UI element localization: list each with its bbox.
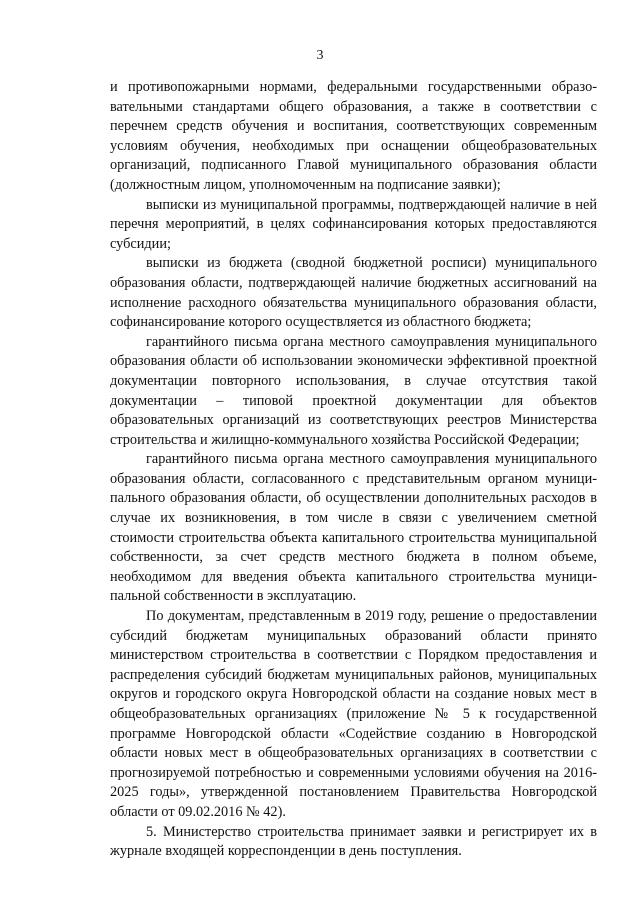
paragraph-guarantee-letter-expenses: гарантийного письма органа местного самоуправления муниципального образования области, согласованного с представительным органом муниципального образования области, об осуществлении дополнительных расходов в случае их возникновения, в том числе в связи с увеличением сметной стоимости строительства объекта капитального строительства муниципальной собственности, за счет средств местного бюджета в полном объеме, необходимом для введения объекта капитального строительства муниципальной собственности в эксплуатацию. bbox=[110, 451, 597, 605]
paragraph-item-5: 5. Министерство строительства принимает заявки и регистрирует их в журнале входящей корреспонденции в день поступления. bbox=[110, 823, 597, 860]
document-body bbox=[110, 78, 597, 862]
paragraph-continuation: и противопожарными нормами, федеральными государственными образовательными стандартами общего образования, а также в соответствии с перечнем средств обучения и воспитания, соответствующих современным условиям обучения, необходимых при оснащении общеобразовательных организаций, подписанного Главой муниципального образования области (должностным лицом, уполномоченным на подписание заявки); bbox=[110, 79, 597, 193]
paragraph-program-extract: выписки из муниципальной программы, подтверждающей наличие в ней перечня мероприятий, в целях софинансирования которых предоставляются субсидии; bbox=[110, 196, 597, 252]
paragraph-2019-decision: По документам, представленным в 2019 году, решение о предоставлении субсидий бюджетам муниципальных образований области принято министерством строительства в соответствии с Порядком предоставления и распределения субсидий бюджетам муниципальных районов, муниципальных округов и городского округа Новгородской области на создание новых мест в общеобразовательных организациях (приложение № 5 к государственной программе Новгородской области «Содействие созданию в Новгородской области новых мест в общеобразовательных организациях в соответствии с прогнозируемой потребностью и современными условиями обучения на 2016-2025 годы», утвержденной постановлением Правительства Новгородской области от 09.02.2016 № 42). bbox=[110, 608, 597, 820]
paragraph-budget-extract: выписки из бюджета (сводной бюджетной росписи) муниципального образования области, подтверждающей наличие бюджетных ассигнований на исполнение расходного обязательства муниципального образования области, софинансирование которого осуществляется из областного бюджета; bbox=[110, 255, 597, 331]
page-number: 3 bbox=[316, 48, 324, 63]
paragraph-guarantee-letter-design: гарантийного письма органа местного самоуправления муниципального образования области об использовании экономически эффективной проектной документации повторного использования, в случае отсутствия такой документации – типовой проектной документации для объектов образовательных организаций из соответствующих реестров Министерства строительства и жилищно-коммунального хозяйства Российской Федерации; bbox=[110, 333, 597, 448]
